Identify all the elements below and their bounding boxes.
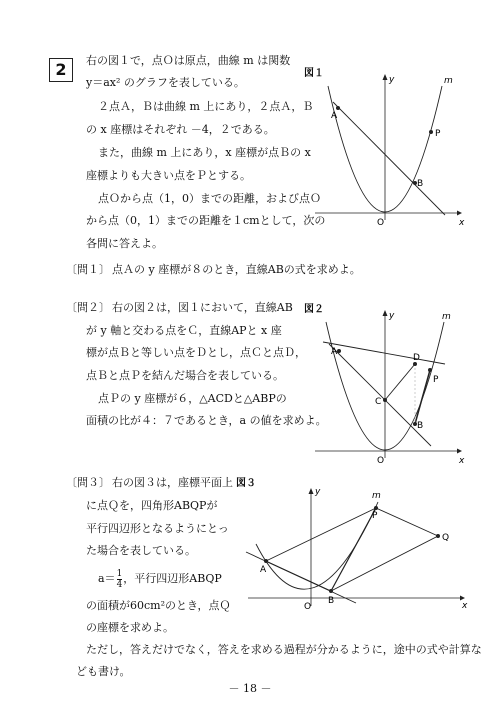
figure-1-label: 図１ [304,68,324,79]
label-m: m [372,491,381,501]
point-p [374,506,378,510]
label-y: y [389,311,395,321]
label-b: B [417,179,424,189]
intro-line-2: y＝ax² のグラフを表している。 [86,76,245,89]
intro-line-7: 点Ｏから点（1，0）までの距離，および点Ｏ [98,192,321,205]
intro-line-8: から点（0，1）までの距離を１cmとして，次の [86,214,326,227]
intro-line-1: 右の図１で，点Ｏは原点，曲線 m は関数 [86,54,291,67]
label-c: C [375,397,382,407]
figure-2-label: 図２ [304,304,324,315]
y-axis-arrow [383,74,388,80]
label-b: B [417,421,424,431]
point-q [436,534,440,538]
q3-label: 〔問３〕 [66,476,110,489]
label-q: Q [442,533,450,543]
x-axis-arrow [460,596,465,601]
point-p [428,368,432,372]
label-m: m [444,76,453,86]
problem-number: 2 [49,58,73,82]
q3-line-2: に点Ｑを，四角形ABQPが [86,499,218,512]
point-c [383,398,387,402]
figure-1-graph [305,70,465,228]
parallelogram-abqp [266,508,438,591]
label-a: A [260,565,267,575]
label-y: y [315,487,321,497]
label-o: O [377,456,385,464]
x-axis-arrow [457,449,462,454]
frac-numerator: 1 [116,568,123,579]
segment-bp [331,508,376,591]
y-axis-arrow [383,310,388,316]
label-p: P [433,375,439,385]
line-ap [323,342,445,364]
label-o: O [304,602,312,610]
point-a [336,106,340,110]
label-a: A [331,347,338,357]
q3-a-value [98,568,222,590]
label-x: x [459,456,465,464]
label-x: x [459,218,465,228]
label-o: O [377,218,385,228]
q3-line-3: 平行四辺形となるようにとっ [86,522,229,535]
figure-2-graph [305,306,465,464]
q3-line-4: た場合を表している。 [86,544,196,557]
fraction-one-quarter [117,569,123,590]
label-p: P [372,511,378,521]
q1-label: 〔問１〕 [66,263,110,276]
label-y: y [389,75,395,85]
label-b: B [328,596,335,606]
intro-line-9: 各問に答えよ。 [86,237,163,250]
q2-line-3: 標が点Ｂと等しい点をＤとし，点Ｃと点Ｄ， [86,346,306,359]
figure-3-graph [238,480,470,610]
label-p: P [435,129,441,139]
figure-3-label: 図３ [236,478,256,489]
q2-line-1: 右の図２は，図１において，直線AB [112,301,293,314]
q1-text: 点Ａの y 座標が８のとき，直線ABの式を求めよ。 [112,263,361,276]
q2-label: 〔問２〕 [66,301,110,314]
q2-line-5: 点Ｐの y 座標が６，△ACDと△ABPの [98,392,287,405]
q2-line-6: 面積の比が４：７であるとき，a の値を求めよ。 [86,414,327,427]
frac-denominator: 4 [116,579,123,590]
q3-line-1: 右の図３は，座標平面上 [112,476,233,489]
intro-line-3: ２点Ａ，Ｂは曲線 m 上にあり，２点Ａ，Ｂ [98,100,314,113]
label-m: m [442,312,451,322]
q3-line-7: の座標を求めよ。 [86,621,174,634]
q3-line-6: の面積が60cm²のとき，点Ｑ [86,599,231,612]
point-p [429,130,433,134]
point-a [264,559,268,563]
segment-cd [385,364,415,400]
segment-bp [415,370,430,424]
line-ab [333,102,445,215]
x-axis-arrow [457,211,462,216]
intro-line-5: また，曲線 m 上にあり，x 座標が点Ｂの x [98,146,311,159]
point-b [329,589,333,593]
point-a [337,349,341,353]
intro-line-4: の x 座標はそれぞれ －4，２である。 [86,123,275,136]
label-x: x [462,601,468,610]
label-a: A [331,111,338,121]
q2-line-4: 点Ｂと点Ｐを結んだ場合を表している。 [86,369,284,382]
q3-a-suffix: ，平行四辺形ABQP [123,572,222,585]
y-axis-arrow [309,488,314,494]
q3-a-prefix: a＝ [98,572,116,585]
q3-note-1: ただし，答えだけでなく，答えを求める過程が分かるように，途中の式や計算な [86,643,482,656]
q2-line-2: が y 軸と交わる点をＣ，直線APと x 座 [86,324,282,337]
label-d: D [413,353,420,363]
q3-note-2: ども書け。 [76,665,131,678]
page-number: － 18 － [228,682,272,695]
intro-line-6: 座標よりも大きい点をＰとする。 [86,169,251,182]
